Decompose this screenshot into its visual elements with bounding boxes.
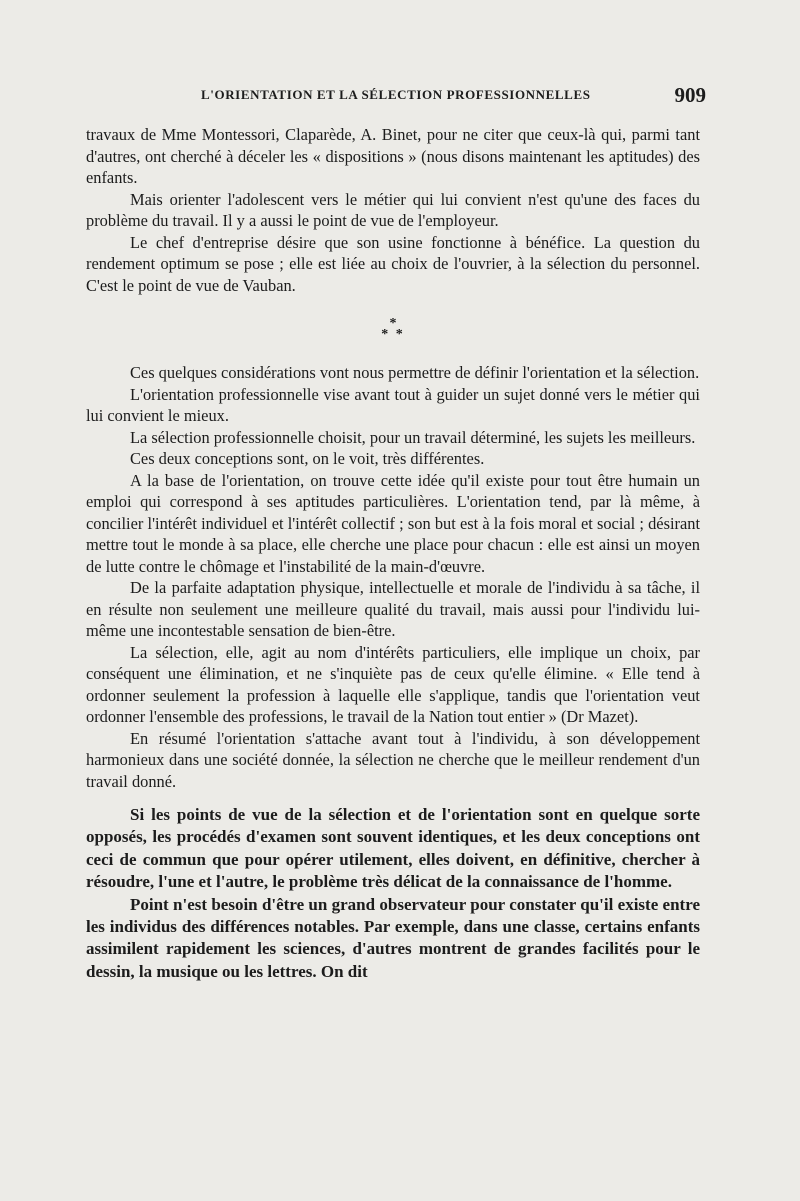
page-header: [86, 83, 706, 109]
asterism-bottom: * *: [381, 327, 405, 342]
paragraph: En résumé l'orientation s'attache avant tout à l'individu, à son développement harmonieux dans une société donnée, la sélection ne cherche que le meilleur rendement d'un travail donné.: [86, 728, 700, 791]
paragraph: Point n'est besoin d'être un grand observateur pour constater qu'il existe entre les individus des différences notables. Par exemple, dans une classe, certains enfants assimilent rapidement les sciences, d'autres montrent de grandes facilités pour le dessin, la musique ou les lettres. On dit: [86, 894, 700, 981]
page-number: 909: [674, 83, 706, 107]
paragraph: La sélection professionnelle choisit, pour un travail déterminé, les sujets les meilleurs.: [130, 427, 696, 447]
paragraph: L'orientation professionnelle vise avant tout à guider un sujet donné vers le métier qui lui convient le mieux.: [86, 384, 700, 425]
paragraph: Ces quelques considérations vont nous permettre de définir l'orientation et la sélection.: [130, 363, 700, 382]
asterism-separator: [86, 318, 700, 340]
body-text: [86, 124, 700, 983]
paragraph: Mais orienter l'adolescent vers le métier qui lui convient n'est qu'une des faces du problème du travail. Il y a aussi le point de vue de l'employeur.: [86, 189, 700, 230]
paragraph: Si les points de vue de la sélection et de l'orientation sont en quelque sorte opposés, les procédés d'examen sont souvent identiques, et les deux conceptions ont ceci de commun que pour opérer utilement, elles doivent, en définitive, chercher à résoudre, l'une et l'autre, le problème très délicat de la connaissance de l'homme.: [86, 805, 700, 892]
bold-section: [86, 804, 700, 983]
running-title: L'ORIENTATION ET LA SÉLECTION PROFESSIONNELLES: [201, 87, 591, 102]
asterism-top: *: [389, 316, 397, 331]
paragraph: De la parfaite adaptation physique, intellectuelle et morale de l'individu à sa tâche, il en résulte non seulement une meilleure qualité du travail, mais aussi pour l'individu lui-même une incontestable sensation de bien-être.: [86, 578, 700, 640]
paragraph: travaux de Mme Montessori, Claparède, A. Binet, pour ne citer que ceux-là qui, parmi tant d'autres, ont cherché à déceler les « dispositions » (nous disons maintenant les aptitudes) des enfants.: [86, 125, 700, 187]
paragraph: Le chef d'entreprise désire que son usine fonctionne à bénéfice. La question du rendement optimum se pose ; elle est liée au choix de l'ouvrier, à la sélection du personnel. C'est le point de vue de Vauban.: [86, 232, 700, 295]
paragraph: Ces deux conceptions sont, on le voit, très différentes.: [130, 449, 485, 468]
paragraph: A la base de l'orientation, on trouve cette idée qu'il existe pour tout être humain un emploi qui correspond à ses aptitudes particulières. L'orientation tend, par là même, à concilier l'intérêt individuel et l'intérêt collectif ; son but est à la fois moral et social ; désirant mettre tout le monde à sa place, elle cherche une place pour chacun : elle est ainsi un moyen de lutte contre le chômage et l'instabilité de la main-d'œuvre.: [86, 470, 700, 576]
section-gap: [86, 792, 700, 804]
paragraph: La sélection, elle, agit au nom d'intérêts particuliers, elle implique un choix, par conséquent une élimination, et ne s'inquiète pas de ceux qu'elle élimine. « Elle tend à ordonner seulement la profession à laquelle elle s'applique, tandis que l'orientation veut ordonner l'ensemble des professions, le travail de la Nation tout entier » (Dr Mazet).: [86, 642, 700, 726]
